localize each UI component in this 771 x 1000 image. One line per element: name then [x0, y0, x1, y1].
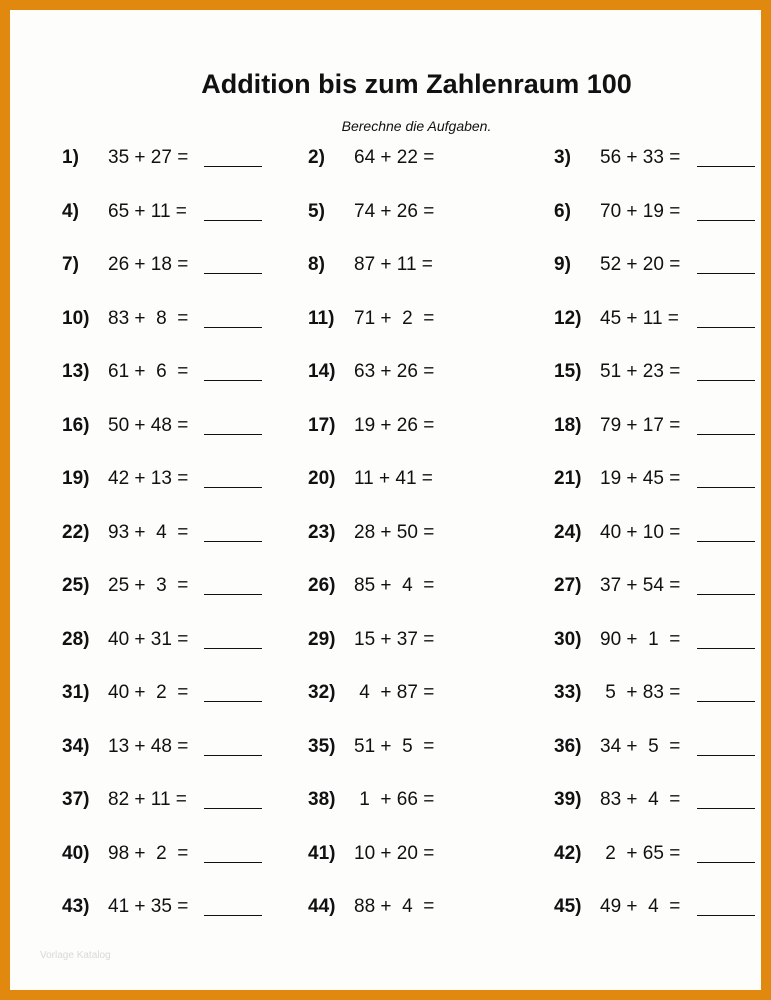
problem-expression: 15 + 37 = [354, 628, 435, 650]
problem-number: 23) [308, 521, 336, 543]
answer-blank[interactable] [204, 166, 262, 167]
problem-item [554, 896, 771, 926]
answer-blank[interactable] [204, 648, 262, 649]
problem-number: 29) [308, 628, 336, 650]
answer-blank[interactable] [204, 380, 262, 381]
problem-item [62, 789, 262, 819]
problem-number: 45) [554, 896, 582, 917]
problem-number: 32) [308, 682, 336, 703]
worksheet-page [10, 10, 761, 990]
page-title: Addition bis zum Zahlenraum 100 [201, 69, 632, 99]
problem-number: 6) [554, 200, 571, 222]
problem-number: 24) [554, 521, 582, 543]
problem-expression: 71 + 2 = [354, 307, 435, 329]
problem-number: 25) [62, 575, 90, 596]
problem-item [62, 896, 262, 926]
problem-expression: 70 + 19 = [600, 200, 681, 222]
problem-number: 41) [308, 842, 336, 864]
problem-number: 34) [62, 735, 90, 757]
problem-expression: 93 + 4 = [108, 521, 189, 543]
answer-blank[interactable] [204, 701, 262, 702]
problem-item [62, 682, 262, 712]
problem-expression: 26 + 18 = [108, 254, 189, 275]
problem-item [554, 789, 771, 819]
problem-number: 3) [554, 147, 571, 168]
problem-number: 30) [554, 628, 582, 650]
problem-expression: 88 + 4 = [354, 896, 435, 917]
answer-blank[interactable] [204, 434, 262, 435]
problem-expression: 87 + 11 = [354, 254, 433, 275]
problem-expression: 90 + 1 = [600, 628, 681, 650]
problem-item [62, 361, 262, 391]
problem-expression: 51 + 5 = [354, 735, 435, 757]
problem-expression: 28 + 50 = [354, 521, 435, 543]
problem-expression: 98 + 2 = [108, 842, 189, 864]
problem-expression: 25 + 3 = [108, 575, 189, 596]
answer-blank[interactable] [204, 220, 262, 221]
problem-number: 10) [62, 307, 90, 329]
problem-item [62, 468, 262, 498]
problem-expression: 51 + 23 = [600, 361, 681, 382]
answer-blank[interactable] [204, 487, 262, 488]
problem-item [62, 415, 262, 445]
problem-number: 40) [62, 842, 90, 864]
problem-item [62, 254, 262, 284]
problem-item [62, 629, 262, 659]
problem-expression: 4 + 87 = [354, 682, 435, 703]
problem-number: 12) [554, 307, 582, 329]
problem-item [554, 308, 771, 338]
answer-blank[interactable] [204, 327, 262, 328]
problem-number: 26) [308, 575, 336, 596]
problem-expression: 56 + 33 = [600, 147, 681, 168]
problem-expression: 40 + 2 = [108, 682, 189, 703]
problem-expression: 50 + 48 = [108, 414, 189, 436]
problem-expression: 45 + 11 = [600, 307, 679, 329]
problem-number: 15) [554, 361, 582, 382]
problem-expression: 35 + 27 = [108, 147, 189, 168]
problem-expression: 19 + 26 = [354, 414, 435, 436]
problem-item [554, 682, 771, 712]
problem-item [62, 736, 262, 766]
problem-expression: 65 + 11 = [108, 200, 187, 222]
problem-item [554, 522, 771, 552]
answer-blank[interactable] [204, 273, 262, 274]
problem-number: 9) [554, 254, 571, 275]
problem-item [62, 147, 262, 177]
problem-expression: 79 + 17 = [600, 414, 681, 436]
problem-expression: 49 + 4 = [600, 896, 681, 917]
problem-expression: 37 + 54 = [600, 575, 681, 596]
problem-expression: 61 + 6 = [108, 361, 189, 382]
problem-number: 18) [554, 414, 582, 436]
problem-number: 13) [62, 361, 90, 382]
answer-blank[interactable] [204, 915, 262, 916]
problem-number: 43) [62, 896, 90, 917]
problem-item [554, 361, 771, 391]
problem-number: 44) [308, 896, 336, 917]
problem-number: 28) [62, 628, 90, 650]
problem-expression: 42 + 13 = [108, 468, 189, 489]
problem-number: 14) [308, 361, 336, 382]
problem-item [554, 254, 771, 284]
problem-expression: 13 + 48 = [108, 735, 189, 757]
problem-number: 7) [62, 254, 79, 275]
problem-number: 4) [62, 200, 79, 222]
answer-blank[interactable] [204, 808, 262, 809]
problem-number: 37) [62, 789, 90, 810]
problem-number: 20) [308, 468, 336, 489]
problem-expression: 11 + 41 = [354, 468, 433, 489]
problem-item [62, 843, 262, 873]
problem-expression: 2 + 65 = [600, 842, 681, 864]
answer-blank[interactable] [204, 862, 262, 863]
problem-number: 33) [554, 682, 582, 703]
problem-item [554, 575, 771, 605]
problem-expression: 82 + 11 = [108, 789, 187, 810]
problem-number: 36) [554, 735, 582, 757]
problem-expression: 85 + 4 = [354, 575, 435, 596]
problem-expression: 52 + 20 = [600, 254, 681, 275]
problem-number: 1) [62, 147, 79, 168]
problem-expression: 1 + 66 = [354, 789, 435, 810]
problem-number: 22) [62, 521, 90, 543]
problem-number: 35) [308, 735, 336, 757]
problem-number: 19) [62, 468, 90, 489]
problem-number: 5) [308, 200, 325, 222]
answer-blank[interactable] [204, 594, 262, 595]
problem-item [554, 201, 771, 231]
problem-item [62, 522, 262, 552]
problem-expression: 10 + 20 = [354, 842, 435, 864]
problem-item [62, 575, 262, 605]
problem-expression: 63 + 26 = [354, 361, 435, 382]
problem-item [554, 147, 771, 177]
problem-expression: 40 + 10 = [600, 521, 681, 543]
page-subtitle: Berechne die Aufgaben. [341, 118, 492, 134]
problem-item [554, 468, 771, 498]
problem-number: 21) [554, 468, 582, 489]
problem-number: 39) [554, 789, 582, 810]
problem-number: 16) [62, 414, 90, 436]
problem-expression: 74 + 26 = [354, 200, 435, 222]
problem-item [62, 308, 262, 338]
problem-number: 27) [554, 575, 582, 596]
problem-expression: 5 + 83 = [600, 682, 681, 703]
answer-blank[interactable] [204, 541, 262, 542]
problem-expression: 34 + 5 = [600, 735, 681, 757]
problem-item [62, 201, 262, 231]
problem-item [554, 415, 771, 445]
problem-number: 42) [554, 842, 582, 864]
problem-number: 17) [308, 414, 336, 436]
problem-item [554, 736, 771, 766]
problem-expression: 83 + 8 = [108, 307, 189, 329]
problem-item [554, 843, 771, 873]
problem-number: 38) [308, 789, 336, 810]
problem-number: 8) [308, 254, 325, 275]
problem-number: 2) [308, 147, 325, 168]
problem-number: 31) [62, 682, 90, 703]
problem-expression: 19 + 45 = [600, 468, 681, 489]
problem-expression: 83 + 4 = [600, 789, 681, 810]
answer-blank[interactable] [204, 755, 262, 756]
problem-number: 11) [308, 307, 335, 329]
problem-expression: 41 + 35 = [108, 896, 189, 917]
watermark: Vorlage Katalog [40, 950, 111, 961]
problem-expression: 64 + 22 = [354, 147, 435, 168]
problem-item [554, 629, 771, 659]
problem-expression: 40 + 31 = [108, 628, 189, 650]
